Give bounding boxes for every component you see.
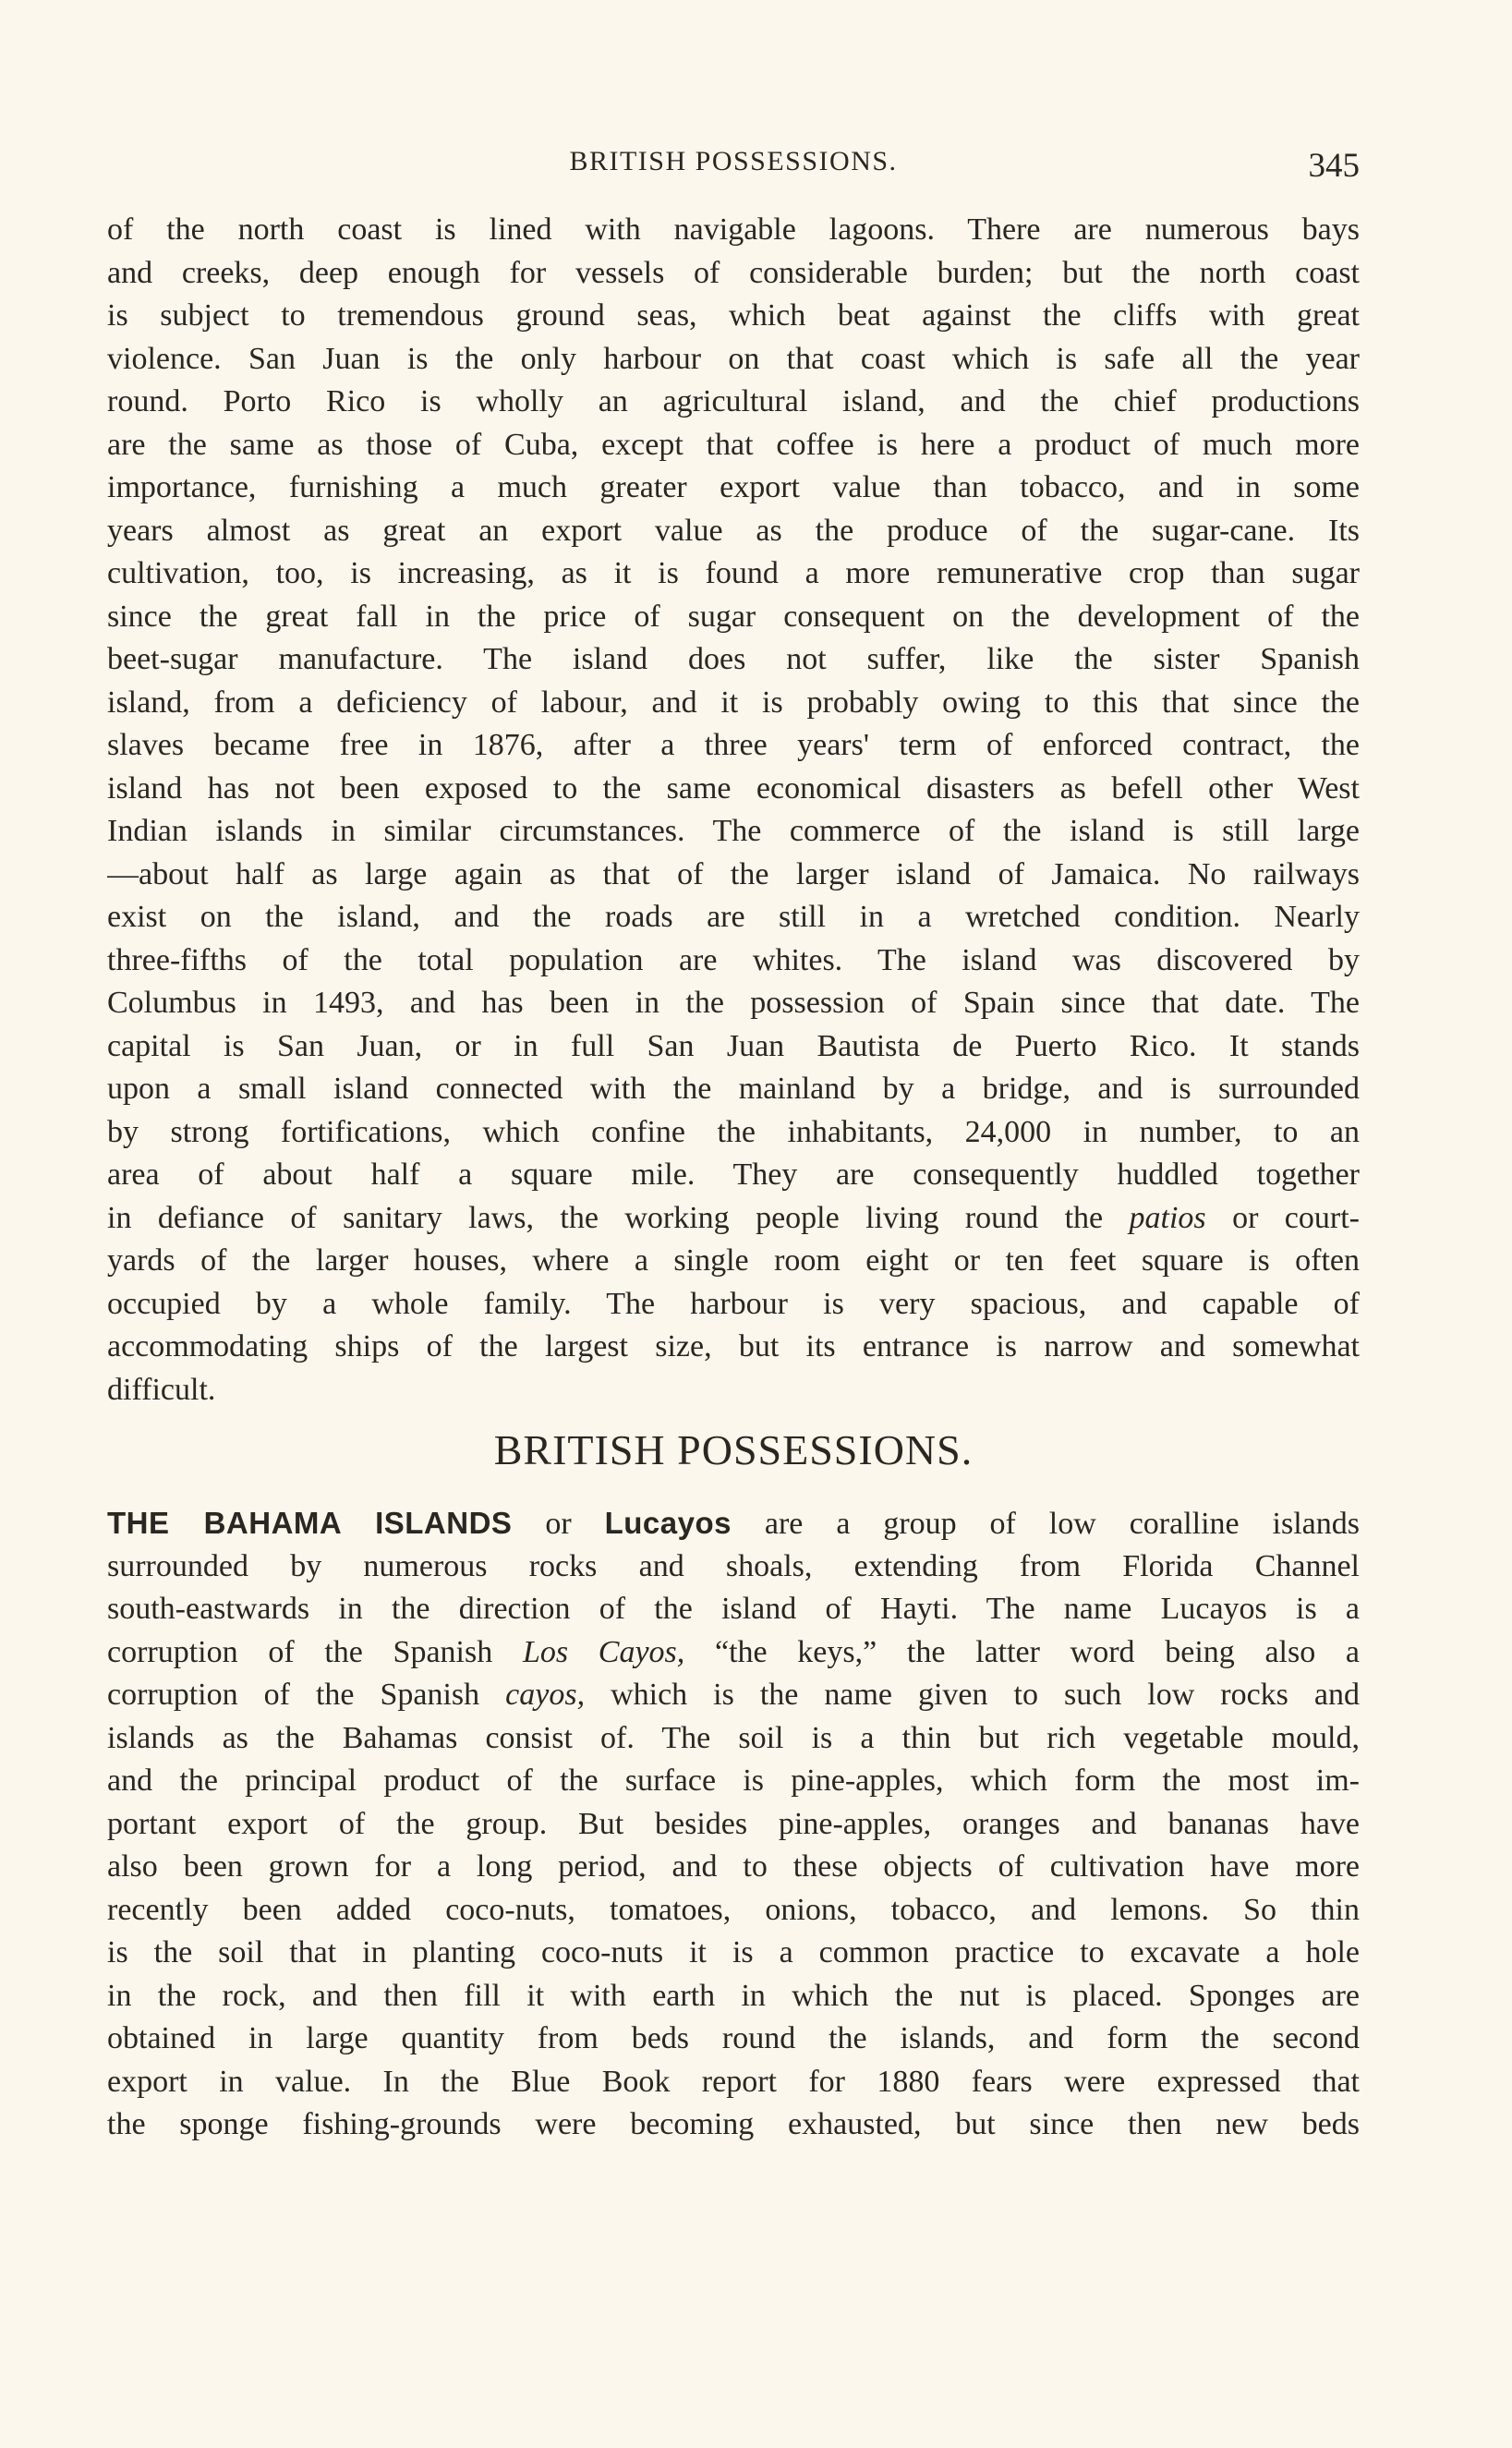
text-run: exist on the island, and the roads are still in a wretched condition. Nearly <box>107 900 1360 934</box>
text-run: Indian islands in similar circumstances. The commerce of the island is still large <box>107 814 1360 848</box>
text-line <box>107 896 1360 939</box>
text-line <box>107 939 1360 983</box>
text-run: difficult. <box>107 1372 216 1407</box>
text-run: are the same as those of Cuba, except that coffee is here a product of much more <box>107 427 1360 462</box>
text-line <box>107 1326 1360 1369</box>
italic-term: patios <box>1129 1200 1206 1235</box>
text-line <box>107 1846 1360 1889</box>
text-line <box>107 1631 1360 1675</box>
text-line <box>107 810 1360 854</box>
text-run: recently been added coco-nuts, tomatoes, onions, tobacco, and lemons. So thin <box>107 1892 1360 1927</box>
text-run: is subject to tremendous ground seas, which beat against the cliffs with great <box>107 298 1360 333</box>
text-run: round. Porto Rico is wholly an agricultural island, and the chief productions <box>107 384 1360 418</box>
text-run: violence. San Juan is the only harbour on that coast which is safe all the year <box>107 341 1360 376</box>
text-line <box>107 467 1360 510</box>
text-run: cultivation, too, is increasing, as it is found a more remunerative crop than sugar <box>107 556 1360 590</box>
text-run: the sponge fishing-grounds were becoming exhausted, but since then new beds <box>107 2107 1360 2141</box>
text-run: corruption of the Spanish <box>107 1634 523 1669</box>
text-line <box>107 768 1360 811</box>
text-line <box>107 2103 1360 2147</box>
text-run: Columbus in 1493, and has been in the possession of Spain since that date. The <box>107 986 1360 1020</box>
text-run: and the principal product of the surface is pine-apples, which form the most im- <box>107 1763 1360 1798</box>
text-line <box>107 1197 1360 1241</box>
text-line <box>107 1240 1360 1283</box>
text-line <box>107 1889 1360 1933</box>
text-line <box>107 424 1360 467</box>
text-run: in the rock, and then fill it with earth in which the nut is placed. Sponges are <box>107 1978 1360 2013</box>
text-line <box>107 1674 1360 1717</box>
text-run: portant export of the group. But besides pine-apples, oranges and bananas have <box>107 1806 1360 1841</box>
text-line <box>107 1111 1360 1155</box>
text-line <box>107 295 1360 338</box>
text-line <box>107 381 1360 424</box>
text-run: “the keys,” the latter word being also a <box>684 1634 1360 1669</box>
text-line <box>107 1283 1360 1327</box>
text-run: occupied by a whole family. The harbour is very spacious, and capable of <box>107 1286 1360 1321</box>
text-line <box>107 338 1360 382</box>
text-run: —about half as large again as that of the larger island of Jamaica. No railways <box>107 856 1360 891</box>
text-run: which is the name given to such low rocks and <box>585 1678 1360 1712</box>
text-line <box>107 1803 1360 1847</box>
text-line <box>107 1760 1360 1803</box>
text-run: area of about half a square mile. They are consequently huddled together <box>107 1157 1360 1192</box>
text-line <box>107 2061 1360 2104</box>
text-line <box>107 596 1360 639</box>
text-run: obtained in large quantity from beds round the islands, and form the second <box>107 2021 1360 2055</box>
text-line <box>107 1502 1360 1545</box>
text-run: are a group of low coralline islands <box>731 1507 1360 1541</box>
text-line <box>107 510 1360 553</box>
text-line <box>107 1932 1360 1975</box>
section-heading: BRITISH POSSESSIONS. <box>493 1426 974 1473</box>
text-run: importance, furnishing a much greater export value than tobacco, and in some <box>107 470 1360 504</box>
text-run: island has not been exposed to the same economical disasters as befell other West <box>107 770 1360 806</box>
text-run: yards of the larger houses, where a single room eight or ten feet square is often <box>107 1243 1360 1278</box>
page-number: 345 <box>1308 147 1360 185</box>
paragraph-porto-rico <box>107 209 1360 1412</box>
text-run: capital is San Juan, or in full San Juan Bautista de Puerto Rico. It stands <box>107 1028 1360 1063</box>
text-run: export in value. In the Blue Book report for 1880 fears were expressed that <box>107 2064 1360 2099</box>
text-line <box>107 1588 1360 1631</box>
text-line <box>107 1545 1360 1589</box>
text-run: islands as the Bahamas consist of. The soil is a thin but rich vegetable mould, <box>107 1720 1360 1755</box>
text-run: accommodating ships of the largest size, but its entrance is narrow and somewhat <box>107 1329 1360 1363</box>
text-run: corruption of the Spanish <box>107 1678 506 1712</box>
lead-in-term: THE BAHAMA ISLANDS <box>107 1506 513 1540</box>
italic-term: Los Cayos, <box>522 1634 685 1669</box>
text-run: or <box>512 1507 605 1541</box>
text-run: surrounded by numerous rocks and shoals, extending from Florida Channel <box>107 1548 1360 1583</box>
italic-term: cayos, <box>505 1678 586 1712</box>
text-line <box>107 209 1360 252</box>
lead-in-term: Lucayos <box>604 1506 732 1540</box>
running-head <box>107 146 1360 192</box>
text-run: beet-sugar manufacture. The island does not suffer, like the sister Spanish <box>107 642 1360 676</box>
running-title: BRITISH POSSESSIONS. <box>569 146 898 176</box>
text-line <box>107 552 1360 596</box>
text-line <box>107 982 1360 1025</box>
text-line <box>107 1369 1360 1412</box>
text-line <box>107 1975 1360 2018</box>
text-line <box>107 1154 1360 1197</box>
text-run: or court- <box>1205 1200 1360 1235</box>
text-run: years almost as great an export value as the produce of the sugar-cane. Its <box>107 513 1360 548</box>
text-run: since the great fall in the price of sugar consequent on the development of the <box>107 599 1360 634</box>
text-line <box>107 1025 1360 1069</box>
text-line <box>107 2018 1360 2061</box>
text-line <box>107 252 1360 296</box>
text-line <box>107 854 1360 897</box>
text-run: slaves became free in 1876, after a three years' term of enforced contract, the <box>107 728 1360 762</box>
text-line <box>107 638 1360 682</box>
text-run: in defiance of sanitary laws, the working people living round the <box>107 1200 1130 1235</box>
paragraph-bahama-islands <box>107 1502 1360 2147</box>
text-run: south-eastwards in the direction of the island of Hayti. The name Lucayos is a <box>107 1592 1360 1626</box>
text-run: and creeks, deep enough for vessels of considerable burden; but the north coast <box>107 255 1360 290</box>
text-run: three-fifths of the total population are whites. The island was discovered by <box>107 942 1360 977</box>
text-line <box>107 724 1360 768</box>
text-run: of the north coast is lined with navigable lagoons. There are numerous bays <box>107 212 1360 247</box>
text-line <box>107 1717 1360 1761</box>
text-line <box>107 1068 1360 1111</box>
text-run: is the soil that in planting coco-nuts it is a common practice to excavate a hole <box>107 1935 1360 1969</box>
text-line <box>107 682 1360 725</box>
text-run: upon a small island connected with the mainland by a bridge, and is surrounded <box>107 1072 1360 1106</box>
text-run: by strong fortifications, which confine the inhabitants, 24,000 in number, to an <box>107 1114 1360 1149</box>
text-run: also been grown for a long period, and to these objects of cultivation have more <box>107 1849 1360 1884</box>
text-run: island, from a deficiency of labour, and it is probably owing to this that since the <box>107 685 1360 720</box>
